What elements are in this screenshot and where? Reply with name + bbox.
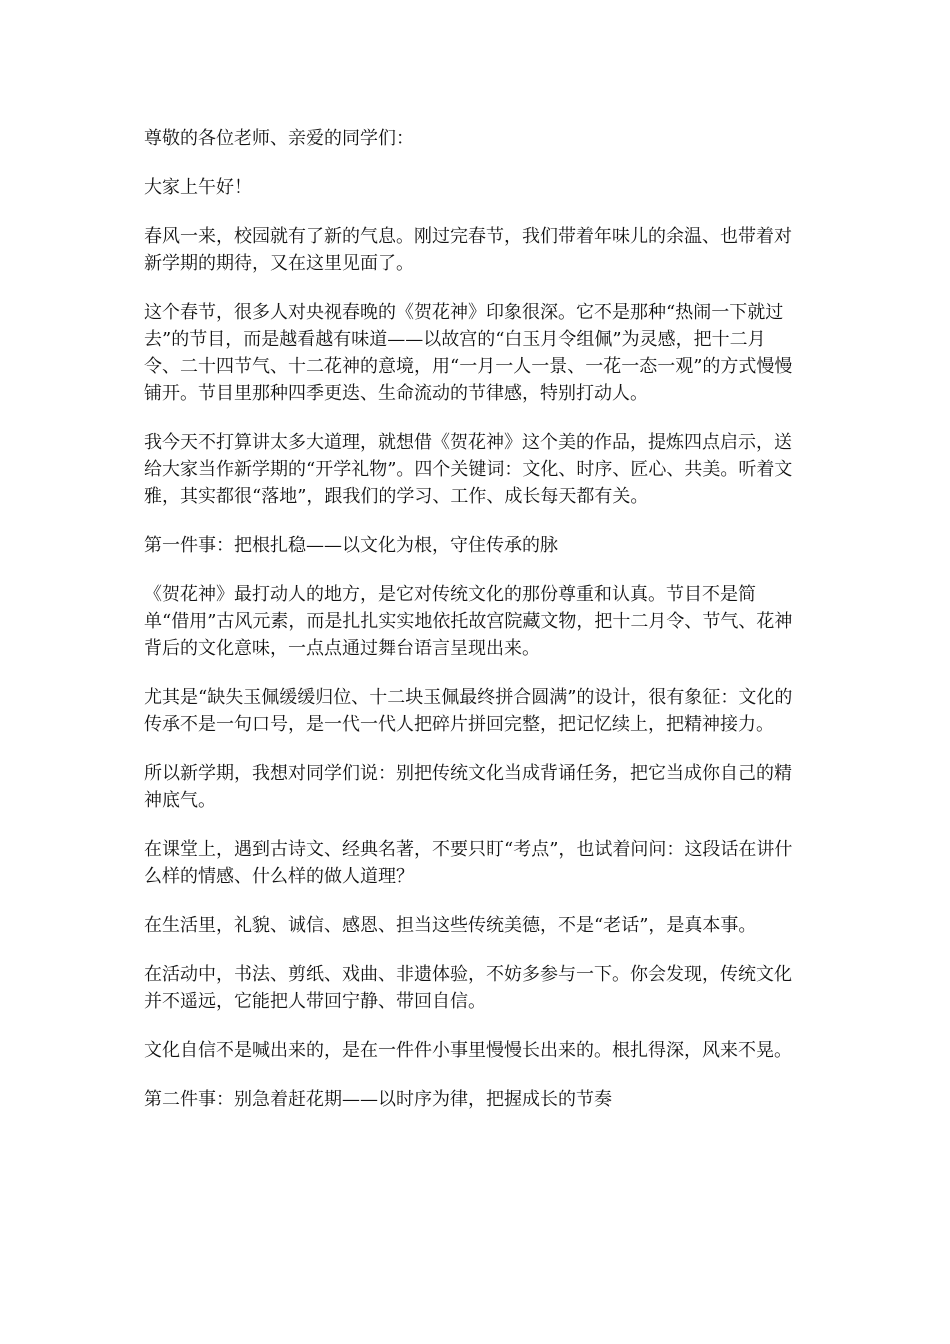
paragraph-opening: 春风一来，校园就有了新的气息。刚过完春节，我们带着年味儿的余温、也带着对新学期的期待，又在这里见面了。 [144, 226, 792, 274]
paragraph-jade-symbol: 尤其是“缺失玉佩缓缓归位、十二块玉佩最终拼合圆满”的设计，很有象征：文化的传承不是一句口号，是一代一代人把碎片拼回完整，把记忆续上，把精神接力。 [144, 687, 793, 735]
paragraph-he-hua-shen-intro: 这个春节，很多人对央视春晚的《贺花神》印象很深。它不是那种“热闹一下就过去”的节目，而是越看越有味道——以故宫的“白玉月令组佩”为灵感，把十二月令、二十四节气、十二花神的意境，用“一月一人一景、一花一态一观”的方式慢慢铺开。节目里那种四季更迭、生命流动的节律感，特别打动人。 [144, 302, 793, 404]
section-heading-1: 第一件事：把根扎稳——以文化为根，守住传承的脉 [144, 535, 558, 556]
paragraph-new-semester: 所以新学期，我想对同学们说：别把传统文化当成背诵任务，把它当成你自己的精神底气。 [144, 763, 792, 811]
speech-body [144, 125, 794, 1135]
paragraph-daily-life: 在生活里，礼貌、诚信、感恩、担当这些传统美德，不是“老话”，是真本事。 [144, 915, 757, 936]
paragraph-cultural-confidence: 文化自信不是喊出来的，是在一件件小事里慢慢长出来的。根扎得深，风来不晃。 [144, 1040, 792, 1061]
paragraph-culture-respect: 《贺花神》最打动人的地方，是它对传统文化的那份尊重和认真。节目不是简单“借用”古风元素，而是扎扎实实地依托故宫院藏文物，把十二月令、节气、花神背后的文化意味，一点点通过舞台语言呈现出来。 [144, 584, 793, 659]
paragraph-four-keywords: 我今天不打算讲太多大道理，就想借《贺花神》这个美的作品，提炼四点启示，送给大家当作新学期的“开学礼物”。四个关键词：文化、时序、匠心、共美。听着文雅，其实都很“落地”，跟我们的学习、工作、成长每天都有关。 [144, 432, 793, 507]
paragraph-classroom: 在课堂上，遇到古诗文、经典名著，不要只盯“考点”，也试着问问：这段话在讲什么样的情感、什么样的做人道理？ [144, 839, 793, 887]
greeting-salutation: 尊敬的各位老师、亲爱的同学们： [144, 128, 414, 149]
greeting-hello: 大家上午好！ [144, 177, 252, 198]
section-heading-2: 第二件事：别急着赶花期——以时序为律，把握成长的节奏 [144, 1089, 612, 1110]
paragraph-activities: 在活动中，书法、剪纸、戏曲、非遗体验，不妨多参与一下。你会发现，传统文化并不遥远，它能把人带回宁静、带回自信。 [144, 964, 792, 1012]
